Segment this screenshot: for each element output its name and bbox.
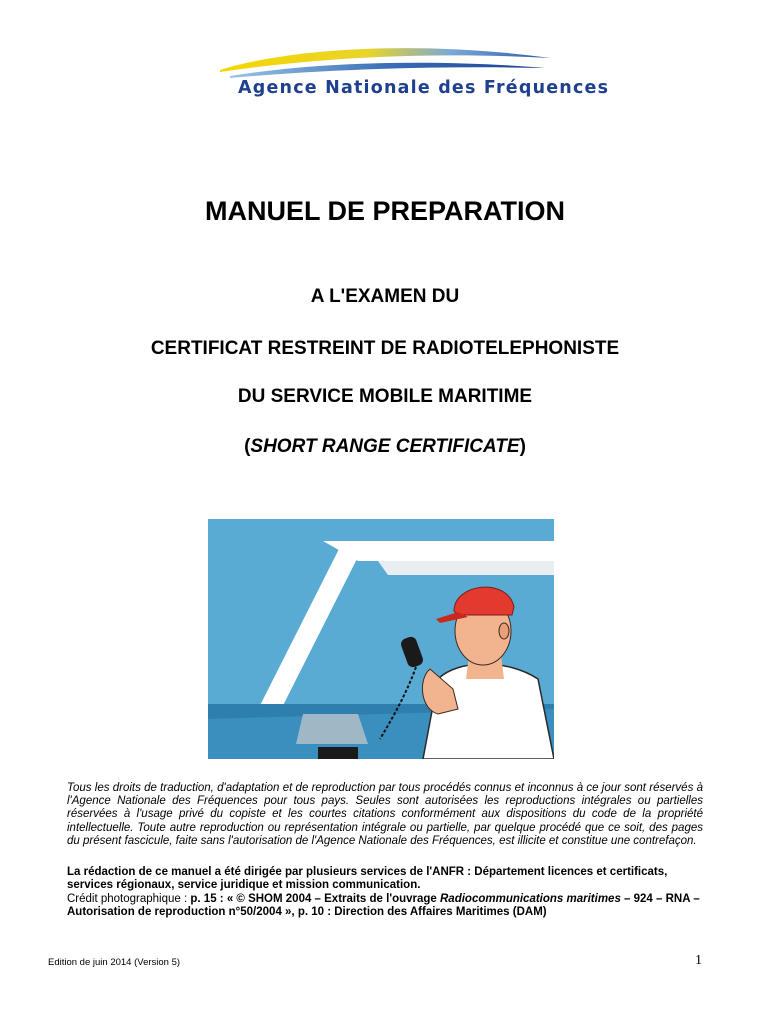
anfr-logo <box>220 30 610 110</box>
photo-credit-part2: – 924 – RNA – Autorisation de reproduction n°50/2004 », p. 10 : Direction des Affaires Maritimes (DAM) <box>67 892 700 919</box>
subtitle-line-3: DU SERVICE MOBILE MARITIME <box>237 386 533 407</box>
photo-credit <box>67 893 703 920</box>
photo-credit-title: Radiocommunications maritimes <box>440 892 621 905</box>
logo-text: Agence Nationale des Fréquences <box>238 78 610 98</box>
radio-operator-illustration <box>208 519 554 759</box>
logo-swoosh-icon <box>220 30 550 80</box>
photo-credit-part1: p. 15 : « © SHOM 2004 – Extraits de l'ouvrage <box>190 892 440 905</box>
page-number: 1 <box>695 953 702 968</box>
subtitle-line-1: A L'EXAMEN DU <box>310 286 460 307</box>
subtitle-line-2: CERTIFICAT RESTREINT DE RADIOTELEPHONISTE <box>150 338 620 359</box>
paren-open: ( <box>244 436 251 457</box>
edition-note: Edition de juin 2014 (Version 5) <box>48 957 181 968</box>
paren-close: ) <box>519 436 526 457</box>
credits-block <box>67 866 703 920</box>
short-range-certificate: SHORT RANGE CERTIFICATE <box>250 436 520 457</box>
subtitle-line-4 <box>0 436 770 458</box>
photo-credit-label: Crédit photographique : <box>67 892 191 905</box>
document-title: MANUEL DE PREPARATION <box>204 196 566 226</box>
editorial-credit: La rédaction de ce manuel a été dirigée par plusieurs services de l'ANFR : Département licences et certificats, services régionaux, service juridique et mission communication. <box>67 866 668 892</box>
copyright-notice: Tous les droits de traduction, d'adaptation et de reproduction par tous procédés connus et inconnus à ce jour sont réservés à l'Agence Nationale des Fréquences pour tous pays. Seules sont autorisées les reproductions intégrales ou partielles réservées à l'usage privé du copiste et les courtes citations conformément aux dispositions du code de la propriété intellectuelle. Toute autre reproduction ou représentation intégrale ou partielle, par quelque procédé que ce soit, des pages du présent fascicule, faite sans l'autorisation de l'Agence Nationale des Fréquences, est illicite et constitue une contrefaçon. <box>67 782 703 847</box>
